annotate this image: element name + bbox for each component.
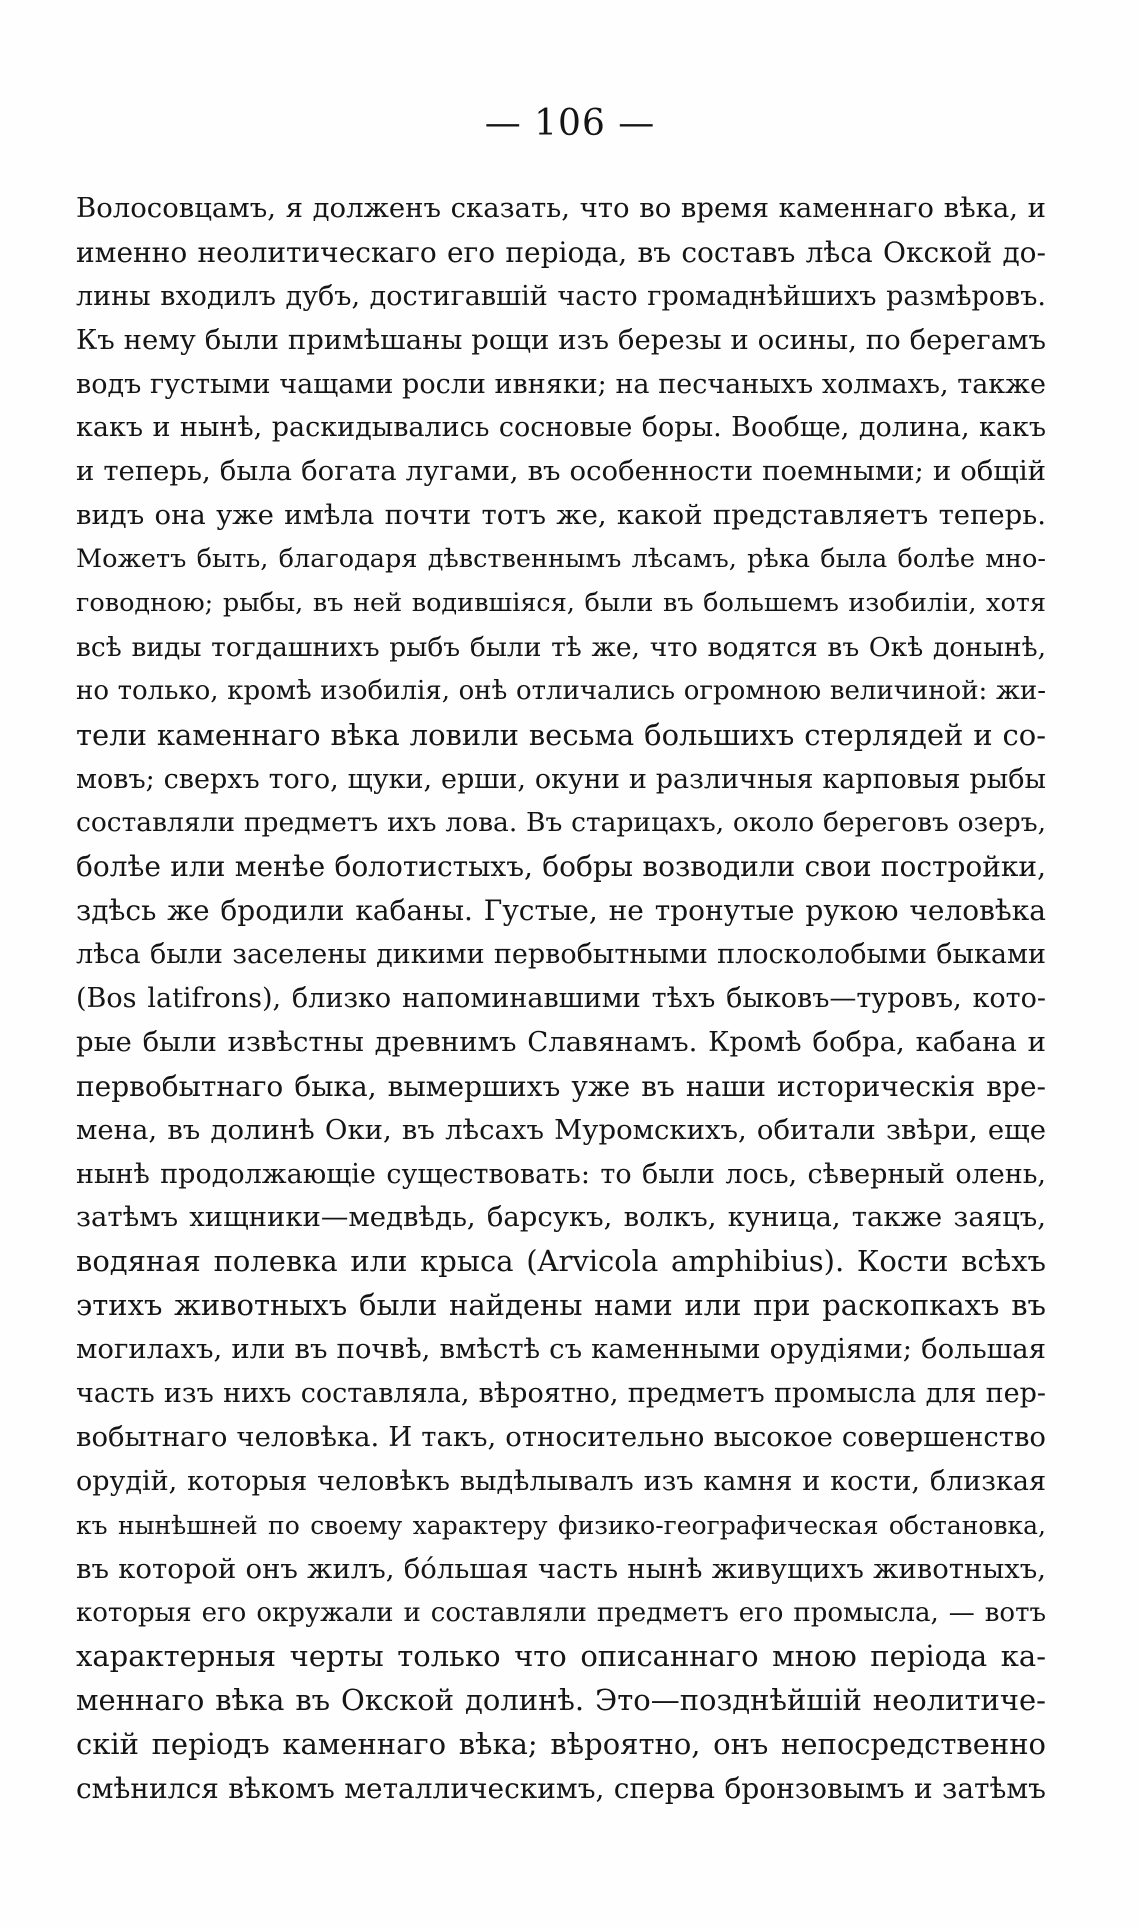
text-line: именно неолитическаго его періода, въ составъ лѣса Окской до- xyxy=(76,235,1046,269)
text-line: но только, кромѣ изобилія, онѣ отличались огромною величиной: жи- xyxy=(76,675,1046,706)
text-line: Волосовцамъ, я долженъ сказать, что во время каменнаго вѣка, и xyxy=(76,192,1046,224)
body-text xyxy=(76,187,1046,1811)
text-line: всѣ виды тогдашнихъ рыбъ были тѣ же, что водятся въ Окѣ донынѣ, xyxy=(76,631,1046,663)
text-line: мена, въ долинѣ Оки, въ лѣсахъ Муромскихъ, обитали звѣри, еще xyxy=(76,1113,1046,1146)
text-line: меннаго вѣка въ Окской долинѣ. Это—позднѣйшій неолитиче- xyxy=(76,1683,1046,1718)
text-line: смѣнился вѣкомъ металлическимъ, сперва бронзовымъ и затѣмъ xyxy=(76,1772,1046,1806)
text-line: какъ и нынѣ, раскидывались сосновые боры. Вообще, долина, какъ xyxy=(76,412,1046,444)
text-line: Можетъ быть, благодаря дѣвственнымъ лѣсамъ, рѣка была болѣе мно- xyxy=(76,544,1046,575)
text-line: первобытнаго быка, вымершихъ уже въ наши историческія вре- xyxy=(76,1069,1046,1103)
text-line: здѣсь же бродили кабаны. Густые, не тронутые рукою человѣка xyxy=(76,894,1046,928)
text-line: составляли предметъ ихъ лова. Въ старицахъ, около береговъ озеръ, xyxy=(76,807,1046,839)
text-line: этихъ животныхъ были найдены нами или при раскопкахъ въ xyxy=(76,1288,1046,1323)
text-line: водяная полевка или крыса (Arvicola amphibius). Кости всѣхъ xyxy=(76,1244,1046,1279)
text-line: скій періодъ каменнаго вѣка; вѣроятно, онъ непосредственно xyxy=(76,1727,1046,1762)
text-line: въ которой онъ жилъ, бóльшая часть нынѣ живущихъ животныхъ, xyxy=(76,1552,1046,1585)
text-line: лины входилъ дубъ, достигавшій часто громаднѣйшихъ размѣровъ. xyxy=(76,280,1046,312)
text-line: характерныя черты только что описаннаго мною періода ка- xyxy=(76,1639,1046,1674)
text-line: видъ она уже имѣла почти тотъ же, какой представляетъ теперь. xyxy=(76,499,1046,532)
text-line: часть изъ нихъ составляла, вѣроятно, предметъ промысла для пер- xyxy=(76,1378,1046,1410)
text-line: мовъ; сверхъ того, щуки, ерши, окуни и различныя карповыя рыбы xyxy=(76,763,1046,795)
text-line: которыя его окружали и составляли предметъ его промысла, — вотъ xyxy=(76,1597,1046,1628)
text-line: говодною; рыбы, въ ней водившіяся, были въ большемъ изобиліи, хотя xyxy=(76,588,1046,619)
text-line: орудій, которыя человѣкъ выдѣлывалъ изъ камня и кости, близкая xyxy=(76,1465,1046,1497)
text-line: болѣе или менѣе болотистыхъ, бобры возводили свои постройки, xyxy=(76,850,1046,884)
text-line: нынѣ продолжающіе существовать: то были лось, сѣверный олень, xyxy=(76,1158,1046,1190)
text-line: (Bos latifrons), близко напоминавшими тѣхъ быковъ—туровъ, кото- xyxy=(76,983,1046,1015)
text-line: рые были извѣстны древнимъ Славянамъ. Кромѣ бобра, кабана и xyxy=(76,1025,1046,1058)
page-number: — 106 — xyxy=(484,103,656,144)
text-line: затѣмъ хищники—медвѣдь, барсукъ, волкъ, куница, также заяцъ, xyxy=(76,1201,1046,1234)
text-line: вобытнаго человѣка. И такъ, относительно высокое совершенство xyxy=(76,1420,1046,1453)
text-line: къ нынѣшней по своему характеру физико-географическая обстановка, xyxy=(76,1510,1046,1540)
text-line: и теперь, была богата лугами, въ особенности поемными; и общій xyxy=(76,455,1046,488)
text-line: могилахъ, или въ почвѣ, вмѣстѣ съ каменными орудіями; большая xyxy=(76,1333,1046,1366)
text-line: тели каменнаго вѣка ловили весьма большихъ стерлядей и со- xyxy=(76,717,1046,752)
text-line: водъ густыми чащами росли ивняки; на песчаныхъ холмахъ, также xyxy=(76,368,1046,400)
text-line: Къ нему были примѣшаны рощи изъ березы и осины, по берегамъ xyxy=(76,323,1046,356)
text-line: лѣса были заселены дикими первобытными плосколобыми быками xyxy=(76,939,1046,971)
